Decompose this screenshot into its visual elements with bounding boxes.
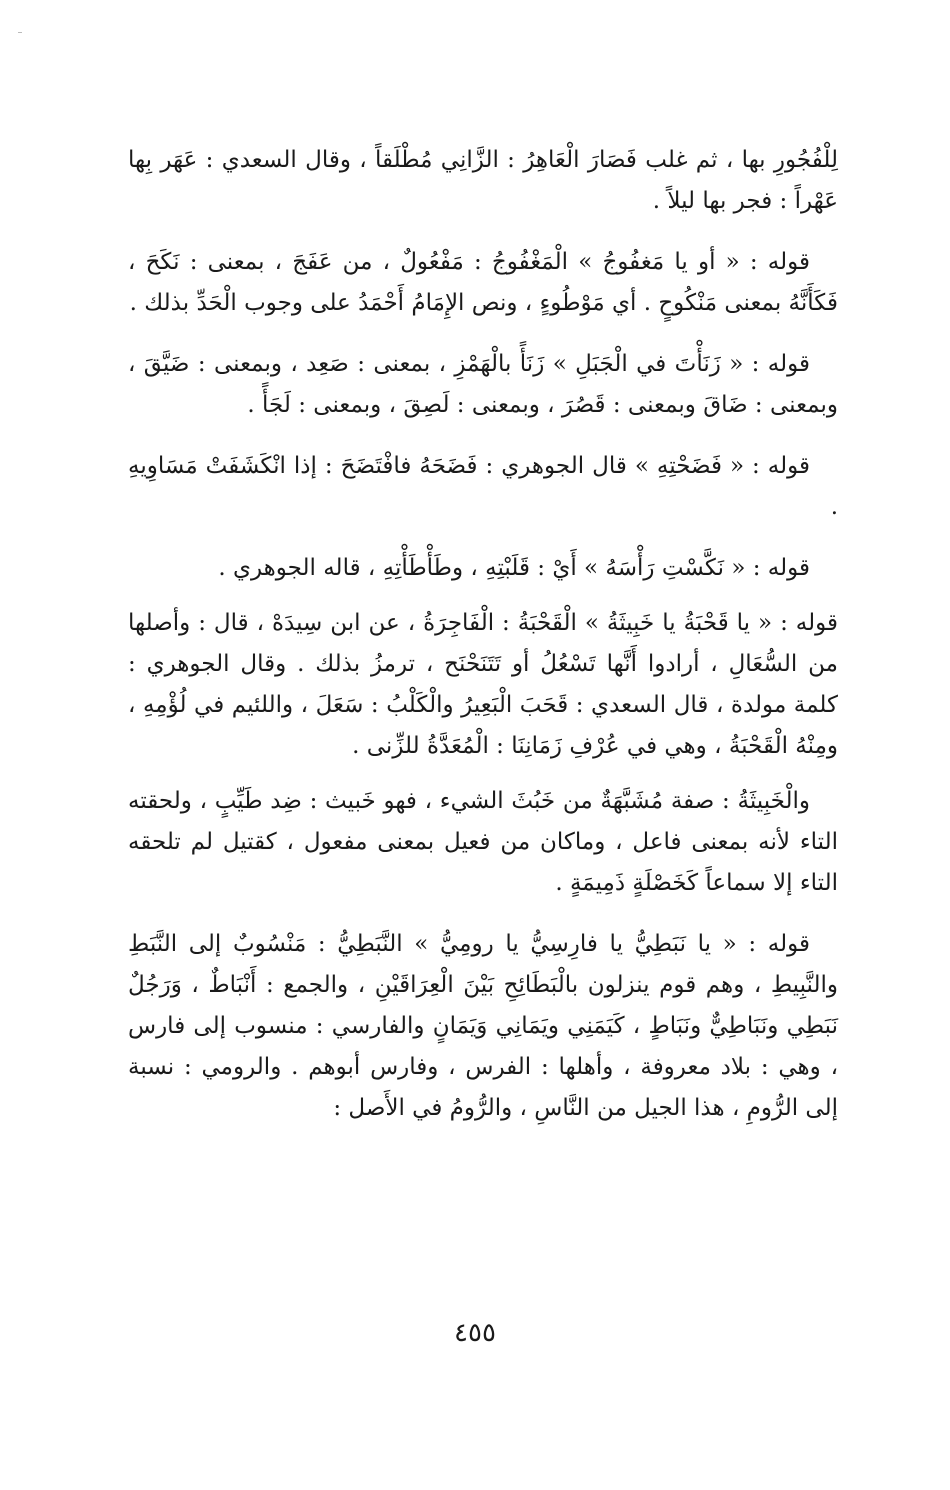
paragraph-maghfuj: قوله : « أو يا مَغفُوجُ » الْمَغْفُوجُ : مَفْعُولٌ ، من عَفَجَ ، بمعنى : نَكَحَ ، فَكَأَنَّهُ بمعنى مَنْكُوحٍ . أي مَوْطُوءٍ ، ونص الإِمَامُ أَحْمَدُ على وجوب الْحَدِّ بذلك . [128,249,838,316]
scan-corner-mark [18,32,22,33]
paragraph-nakkasti: قوله : « نَكَّسْتِ رَأْسَهُ » أَيْ : قَلَبْتِهِ ، وطَأْطَأْتِهِ ، قاله الجوهري . [218,555,810,581]
page-number: ٤٥٥ [454,1318,496,1348]
paragraph-zana-ta: قوله : « زَنَأْتَ في الْجَبَلِ » زَنَأً بالْهَمْزِ ، بمعنى : صَعِد ، وبمعنى : ضَيَّقَ ، وبمعنى : ضَاقَ وبمعنى : قَصُرَ ، وبمعنى : لَصِقَ ، وبمعنى : لَجَأً . [128,351,838,418]
page-body [128,140,838,1149]
paragraph-fadahtihi: قوله : « فَضَحْتِهِ » قال الجوهري : فَضَحَهُ فافْتَضَحَ : إذا انْكَشَفَتْ مَسَاوِيهِ . [128,453,838,520]
paragraph-al-fujur: لِلْفُجُورِ بها ، ثم غلب فَصَارَ الْعَاهِرُ : الزَّانِي مُطْلَقاً ، وقال السعدي : عَهَر بِها عَهْراً : فجر بها ليلاً . [128,147,838,214]
paragraph-nabati: قوله : « يا نَبَطِيُّ يا فارِسِيُّ يا رومِيُّ » النَّبَطِيُّ : مَنْسُوبٌ إلى النَّبَطِ والنَّبِيطِ ، وهم قوم ينزلون بالْبَطَائِحِ بَيْنَ الْعِرَاقَيْنِ ، والجمع : أَنْبَاطٌ ، وَرَجُلٌ نَبَطِي ونَبَاطِيٌّ ونَبَاطٍ ، كَيَمَنِي ويَمَانِي وَيَمَانٍ والفارسي : منسوب إلى فارس ، وهي : بلاد معروفة ، وأهلها : الفرس ، وفارس أبوهم . والرومي : نسبة إلى الرُّومِ ، هذا الجيل من النَّاسِ ، والرُّومُ في الأَصل : [128,931,838,1121]
paragraph-qahba: قوله : « يا قَحْبَةُ يا خَبِيثَةُ » الْقَحْبَةُ : الْفَاجِرَةُ ، عن ابن سِيدَهْ ، قال : وأصلها من السُّعَالِ ، أرادوا أَنَّها تَسْعُلُ أو تَتَنَحْنَح ، ترمزُ بذلك . وقال الجوهري : كلمة مولدة ، قال السعدي : قَحَبَ الْبَعِيرُ والْكَلْبُ : سَعَلَ ، واللئيم في لُؤْمِهِ ، ومِنْهُ الْقَحْبَةُ ، وهي في عُرْفِ زَمَانِنَا : الْمُعَدَّةُ للزِّنى . [128,610,838,759]
paragraph-khabitha: والْخَبِيثَةُ : صفة مُشَبَّهَةٌ من خَبُثَ الشيء ، فهو خَبيث : ضِد طَيِّبٍ ، ولحقته التاء لأنه بمعنى فاعل ، وماكان من فعيل بمعنى مفعول ، كقتيل لم تلحقه التاء إلا سماعاً كَخَصْلَةٍ ذَمِيمَةٍ . [128,788,838,896]
